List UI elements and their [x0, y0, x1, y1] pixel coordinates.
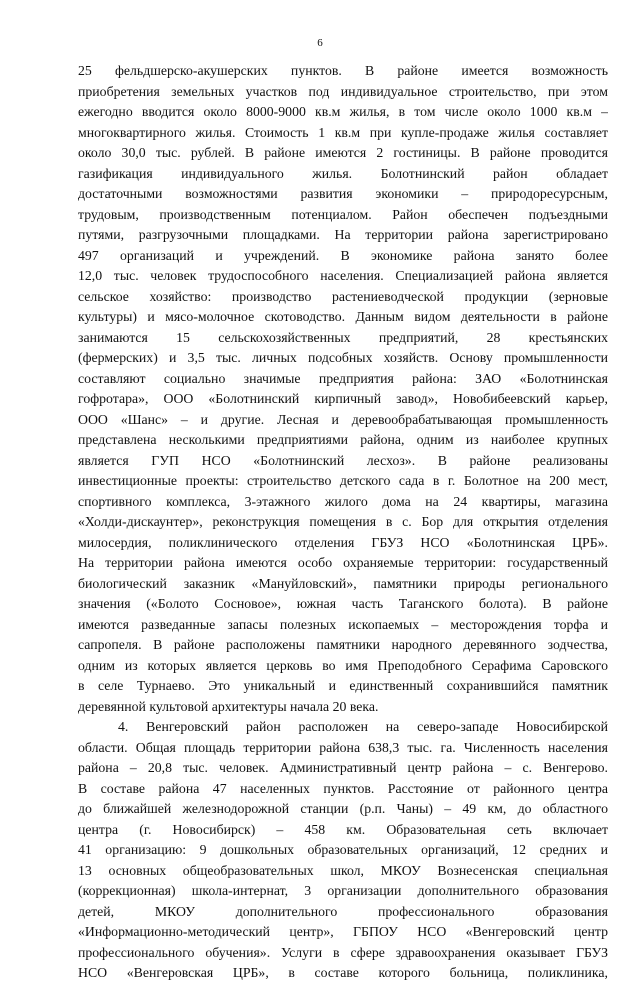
text-line: профессионального обучения». Услуги в сфере здравоохранения оказывает ГБУЗ	[78, 944, 608, 960]
text-line: значения («Болото Сосновое», южная часть Таганского болота). В районе	[78, 596, 608, 611]
text-line: милосердия, поликлинического отделения ГБУЗ НСО «Болотнинская ЦРБ».	[78, 534, 608, 550]
text-line: деревянной культовой архитектуры начала 20 века.	[78, 698, 379, 714]
text-line: 25 фельдшерско-акушерских пунктов. В районе имеется возможность	[78, 63, 608, 78]
text-line: 497 организаций и учреждений. В экономике района занято более	[78, 247, 608, 263]
text-line: газификация индивидуального жилья. Болотнинский район обладает	[78, 165, 608, 181]
page-number: 6	[317, 37, 323, 49]
text-line: (фермерских) и 3,5 тыс. личных подсобных хозяйств. Основу промышленности	[78, 350, 608, 365]
document-body	[78, 61, 608, 984]
text-line: детей, МКОУ дополнительного профессионального образования	[78, 903, 608, 919]
text-line: биологический заказник «Мануйловский», памятники природы регионального	[78, 575, 608, 591]
text-line: 4. Венгеровский район расположен на северо-западе Новосибирской	[118, 719, 608, 734]
text-line: в селе Турнаево. Это уникальный и единственный сохранившийся памятник	[78, 678, 608, 693]
text-line: инвестиционные проекты: строительство детского сада в г. Болотное на 200 мест,	[78, 473, 608, 488]
text-line: приобретения земельных участков под индивидуальное строительство, при этом	[78, 83, 608, 99]
text-line: достаточными возможностями развития экономики – природоресурсным,	[78, 186, 608, 201]
text-line: ООО «Шанс» – и другие. Лесная и деревообрабатывающая промышленность	[78, 411, 608, 427]
text-line: «Холди-дискаунтер», реконструкция помещения в с. Бор для открытия отделения	[78, 514, 608, 529]
text-line: ежегодно вводится около 8000-9000 кв.м жилья, в том числе около 1000 кв.м –	[78, 104, 608, 119]
text-line: гофротара», ООО «Болотнинский кирпичный завод», Новобибеевский карьер,	[78, 391, 608, 406]
text-line: 41 организацию: 9 дошкольных образовательных организаций, 12 средних и	[78, 842, 608, 857]
text-line: района – 20,8 тыс. человек. Административный центр района – с. Венгерово.	[78, 760, 608, 775]
text-line: области. Общая площадь территории района 638,3 тыс. га. Численность населения	[78, 739, 608, 755]
text-line: до ближайшей железнодорожной станции (р.п. Чаны) – 49 км, до областного	[78, 801, 608, 816]
text-line: одним из которых является церковь во имя Преподобного Серафима Саровского	[78, 657, 608, 673]
text-line: трудовым, производственным потенциалом. Район обеспечен подъездными	[78, 206, 608, 222]
text-line: имеются разведанные запасы полезных ископаемых – месторождения торфа и	[78, 616, 608, 632]
text-line: (коррекционная) школа-интернат, 3 организации дополнительного образования	[78, 883, 608, 898]
text-line: центра (г. Новосибирск) – 458 км. Образовательная сеть включает	[78, 821, 608, 837]
text-line: «Информационно-методический центр», ГБПОУ НСО «Венгеровский центр	[78, 924, 608, 939]
text-line: НСО «Венгеровская ЦРБ», в составе которого больница, поликлиника,	[78, 965, 608, 980]
text-line: В составе района 47 населенных пунктов. Расстояние от районного центра	[78, 780, 608, 796]
text-line: спортивного комплекса, 3-этажного жилого дома на 24 квартиры, магазина	[78, 493, 608, 509]
text-line: представлена несколькими предприятиями района, одним из наиболее крупных	[78, 432, 608, 447]
text-line: 12,0 тыс. человек трудоспособного населения. Специализацией района является	[78, 268, 608, 283]
text-line: занимаются 15 сельскохозяйственных предприятий, 28 крестьянских	[78, 329, 608, 345]
text-line: составляют социально значимые предприятия района: ЗАО «Болотнинская	[78, 370, 608, 386]
text-line: сапропеля. В районе расположены памятники народного деревянного зодчества,	[78, 637, 608, 652]
text-line: сельское хозяйство: производство растениеводческой продукции (зерновые	[78, 288, 608, 304]
text-line: путями, разгрузочными площадками. На территории района зарегистрировано	[78, 227, 608, 242]
text-line: около 30,0 тыс. рублей. В районе имеются 2 гостиницы. В районе проводится	[78, 145, 608, 160]
text-line: культуры) и мясо-молочное скотоводство. Данным видом деятельности в районе	[78, 309, 608, 324]
text-line: многоквартирного жилья. Стоимость 1 кв.м при купле-продаже жилья составляет	[78, 124, 608, 140]
text-line: На территории района имеются особо охраняемые территории: государственный	[78, 555, 608, 570]
text-line: является ГУП НСО «Болотнинский лесхоз». В районе реализованы	[78, 452, 608, 468]
text-line: 13 основных общеобразовательных школ, МКОУ Вознесенская специальная	[78, 862, 608, 878]
